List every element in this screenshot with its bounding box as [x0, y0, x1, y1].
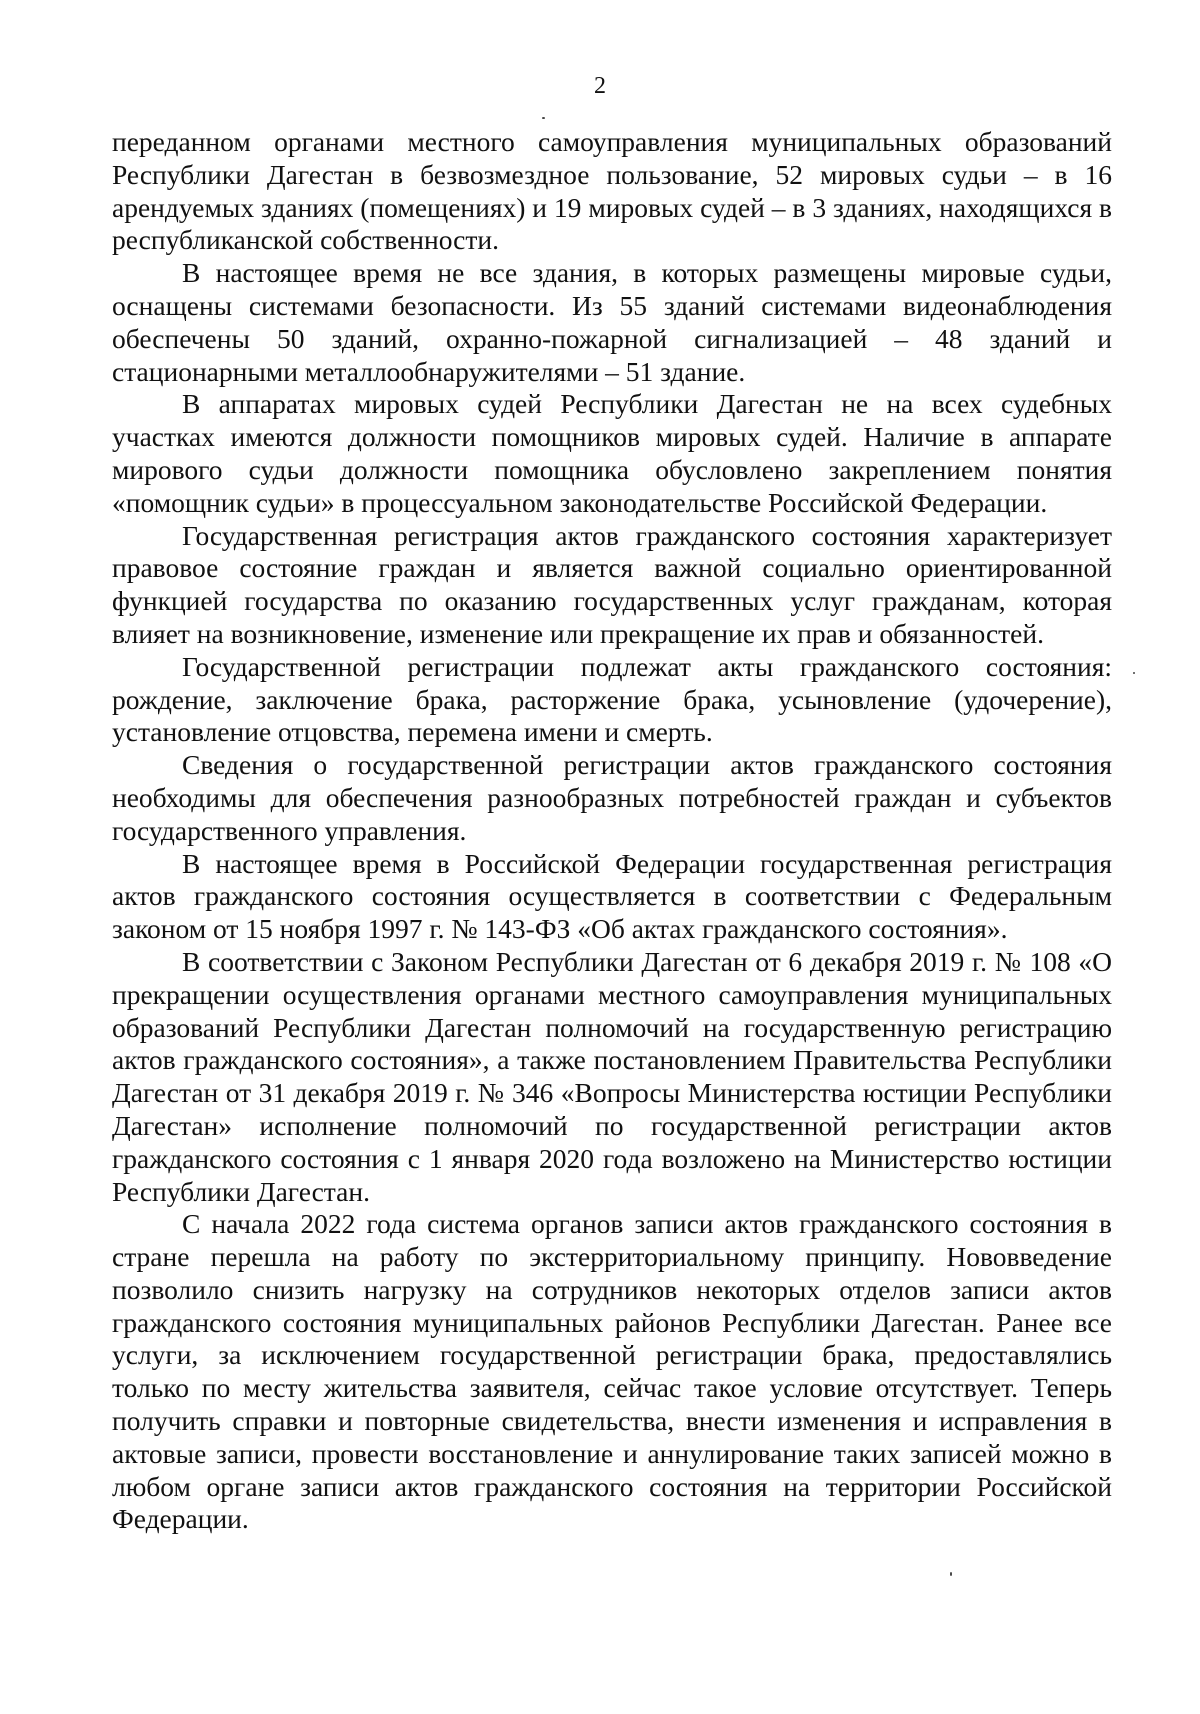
paragraph-federal-law: В настоящее время в Российской Федерации государственная регистрация актов гражданского состояния осуществляется в соответствии с Федеральным законом от 15 ноября 1997 г. № 143-ФЗ «Об актах гражданского состояния».	[112, 847, 1112, 945]
paragraph-dagestan-law: В соответствии с Законом Республики Дагестан от 6 декабря 2019 г. № 108 «О прекращении осуществления органами местного самоуправления муниципальных образований Республики Дагестан полномочий на государственную регистрацию актов гражданского состояния», а также постановлением Правительства Республики Дагестан от 31 декабря 2019 г. № 346 «Вопросы Министерства юстиции Республики Дагестан» исполнение полномочий по государственной регистрации актов гражданского состояния с 1 января 2020 года возложено на Министерство юстиции Республики Дагестан.	[112, 945, 1112, 1207]
scan-speck	[542, 117, 545, 119]
scan-speck	[1133, 672, 1135, 674]
scan-speck	[950, 1572, 952, 1576]
paragraph-extraterritorial: С начала 2022 года система органов записи актов гражданского состояния в стране перешла на работу по экстерриториальному принципу. Нововведение позволило снизить нагрузку на сотрудников некоторых отделов записи актов гражданского состояния муниципальных районов Республики Дагестан. Ранее все услуги, за исключением государственной регистрации брака, предоставлялись только по месту жительства заявителя, сейчас такое условие отсутствует. Теперь получить справки и повторные свидетельства, внести изменения и исправления в актовые записи, провести восстановление и аннулирование таких записей можно в любом органе записи актов гражданского состояния на территории Российской Федерации.	[112, 1208, 1112, 1535]
paragraph-security-systems: В настоящее время не все здания, в которых размещены мировые судьи, оснащены системами безопасности. Из 55 зданий системами видеонаблюдения обеспечены 50 зданий, охранно-пожарной сигнализацией – 48 зданий и стационарными металлообнаружителями – 51 здание.	[112, 257, 1112, 387]
paragraph-civil-registration: Государственная регистрация актов гражданского состояния характеризует правовое состояние граждан и является важной социально ориентированной функцией государства по оказанию государственных услуг гражданам, которая влияет на возникновение, изменение или прекращение их прав и обязанностей.	[112, 519, 1112, 649]
document-body	[112, 126, 1112, 1536]
paragraph-assistants: В аппаратах мировых судей Республики Дагестан не на всех судебных участках имеются должности помощников мировых судей. Наличие в аппарате мирового судьи должности помощника обусловлено закреплением понятия «помощник судьи» в процессуальном законодательстве Российской Федерации.	[112, 388, 1112, 518]
paragraph-continuation: переданном органами местного самоуправления муниципальных образований Республики Дагестан в безвозмездное пользование, 52 мировых судьи – в 16 арендуемых зданиях (помещениях) и 19 мировых судей – в 3 зданиях, находящихся в республиканской собственности.	[112, 126, 1112, 256]
paragraph-registration-info: Сведения о государственной регистрации актов гражданского состояния необходимы для обеспечения разнообразных потребностей граждан и субъектов государственного управления.	[112, 749, 1112, 846]
paragraph-registered-acts: Государственной регистрации подлежат акты гражданского состояния: рождение, заключение брака, расторжение брака, усыновление (удочерение), установление отцовства, перемена имени и смерть.	[112, 650, 1112, 748]
page-number: 2	[594, 73, 606, 99]
